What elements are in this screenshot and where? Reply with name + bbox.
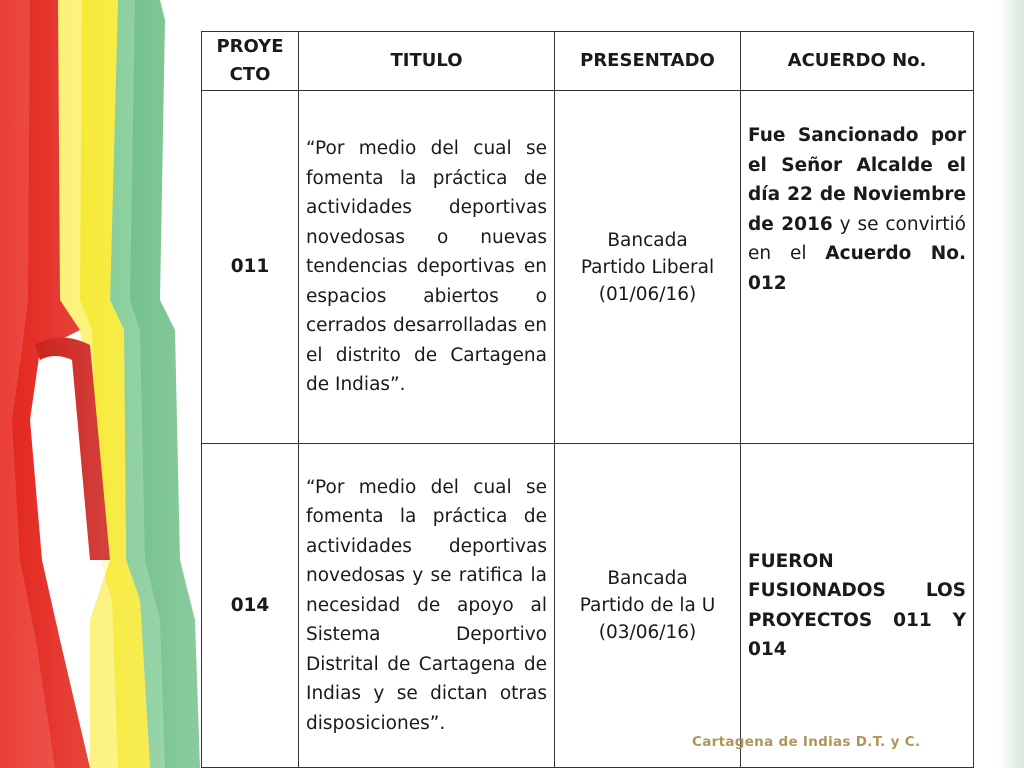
table-row <box>202 444 974 768</box>
header-proyecto: PROYE CTO <box>202 32 299 91</box>
presentado-bancada: Bancada <box>607 568 688 589</box>
footer-city-name: Cartagena de Indias D.T. y C. <box>692 734 921 750</box>
proyecto-presentado <box>555 444 741 768</box>
acuerdo-sancion-text: Fue Sancionado por el Señor Alcalde el día 22 de Noviembre de 2016 <box>748 125 966 235</box>
header-acuerdo: ACUERDO No. <box>741 32 974 91</box>
proyecto-number: 011 <box>202 91 299 444</box>
header-presentado: PRESENTADO <box>555 32 741 91</box>
proyectos-table <box>201 31 974 768</box>
acuerdo-conversion-text: y se convirtió en el <box>748 213 966 264</box>
acuerdo-number-text: Acuerdo No. 012 <box>748 243 966 294</box>
presentado-partido: Partido Liberal <box>580 256 715 278</box>
presentado-fecha: (03/06/16) <box>598 622 697 643</box>
header-titulo: TITULO <box>299 32 555 91</box>
proyecto-acuerdo: FUERON FUSIONADOS LOS PROYECTOS 011 Y 014 <box>741 444 974 768</box>
proyecto-presentado <box>555 91 741 444</box>
table-header-row <box>202 32 974 91</box>
right-edge-gradient <box>998 0 1024 768</box>
presentado-bancada: Bancada <box>607 229 688 251</box>
tricolor-ribbon-decoration <box>0 0 200 768</box>
proyecto-titulo: “Por medio del cual se fomenta la práctica de actividades deportivas novedosas o nuevas tendencias deportivas en espacios abiertos o cerrados desarrolladas en el distrito de Cartagena de Indias”. <box>299 91 555 444</box>
presentado-partido: Partido de la U <box>579 595 716 616</box>
proyecto-number: 014 <box>202 444 299 768</box>
table-row <box>202 91 974 444</box>
presentado-fecha: (01/06/16) <box>598 283 697 305</box>
proyecto-titulo: “Por medio del cual se fomenta la práctica de actividades deportivas novedosas y se ratifica la necesidad de apoyo al Sistema Deportivo Distrital de Cartagena de Indias y se dictan otras disposiciones”. <box>299 444 555 768</box>
proyecto-acuerdo <box>741 91 974 444</box>
